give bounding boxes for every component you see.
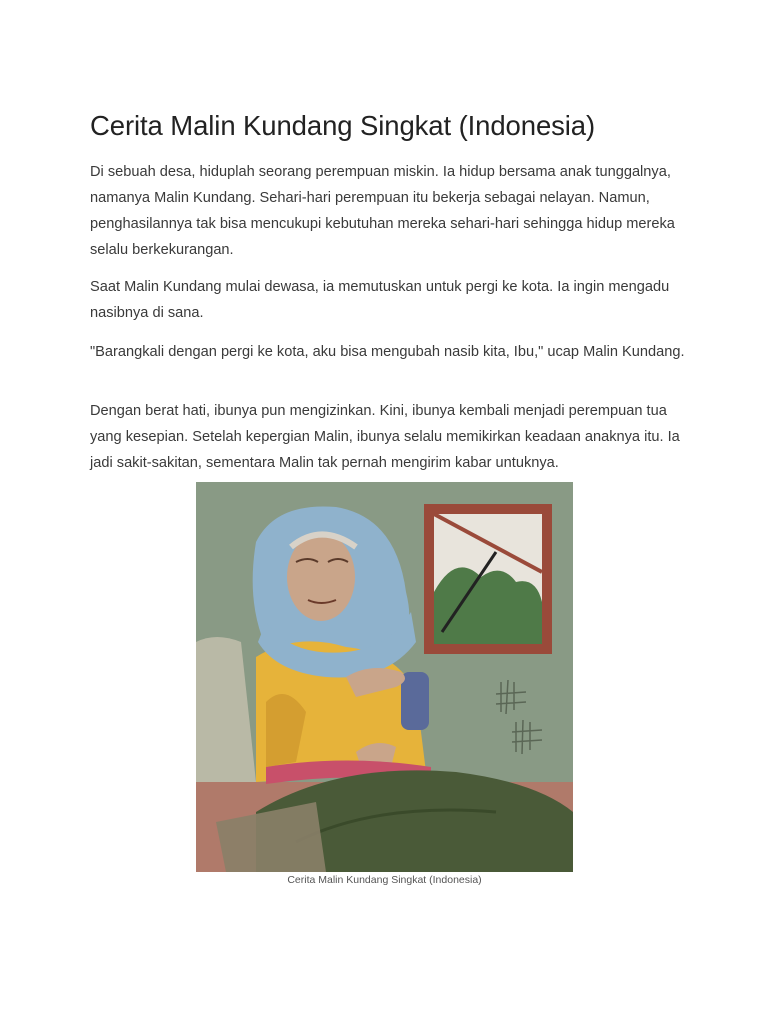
- paragraph-intro: Di sebuah desa, hiduplah seorang perempuan miskin. Ia hidup bersama anak tunggalnya, namanya Malin Kundang. Sehari-hari perempuan itu bekerja sebagai nelayan. Namun, penghasilannya tak bisa mencukupi kebutuhan mereka sehari-hari sehingga hidup mereka selalu berkekurangan.: [90, 164, 675, 258]
- old-woman-illustration: [196, 482, 573, 872]
- window: [424, 504, 552, 654]
- face: [287, 533, 355, 621]
- article-title: Cerita Malin Kundang Singkat (Indonesia): [90, 110, 596, 141]
- figure-caption: Cerita Malin Kundang Singkat (Indonesia): [287, 874, 482, 886]
- sleeve-patch: [401, 672, 429, 730]
- paragraph-lonely-mother: Dengan berat hati, ibunya pun mengizinkan. Kini, ibunya kembali menjadi perempuan tua yang kesepian. Setelah kepergian Malin, ibunya selalu memikirkan keadaan anaknya itu. Ia jadi sakit-sakitan, sementara Malin tak pernah mengirim kabar untuknya.: [90, 403, 680, 471]
- paragraph-leaving: Saat Malin Kundang mulai dewasa, ia memutuskan untuk pergi ke kota. Ia ingin mengadu nasibnya di sana.: [90, 279, 670, 321]
- paragraph-quote: "Barangkali dengan pergi ke kota, aku bisa mengubah nasib kita, Ibu," ucap Malin Kundang.: [90, 344, 685, 360]
- story-illustration: [196, 482, 573, 872]
